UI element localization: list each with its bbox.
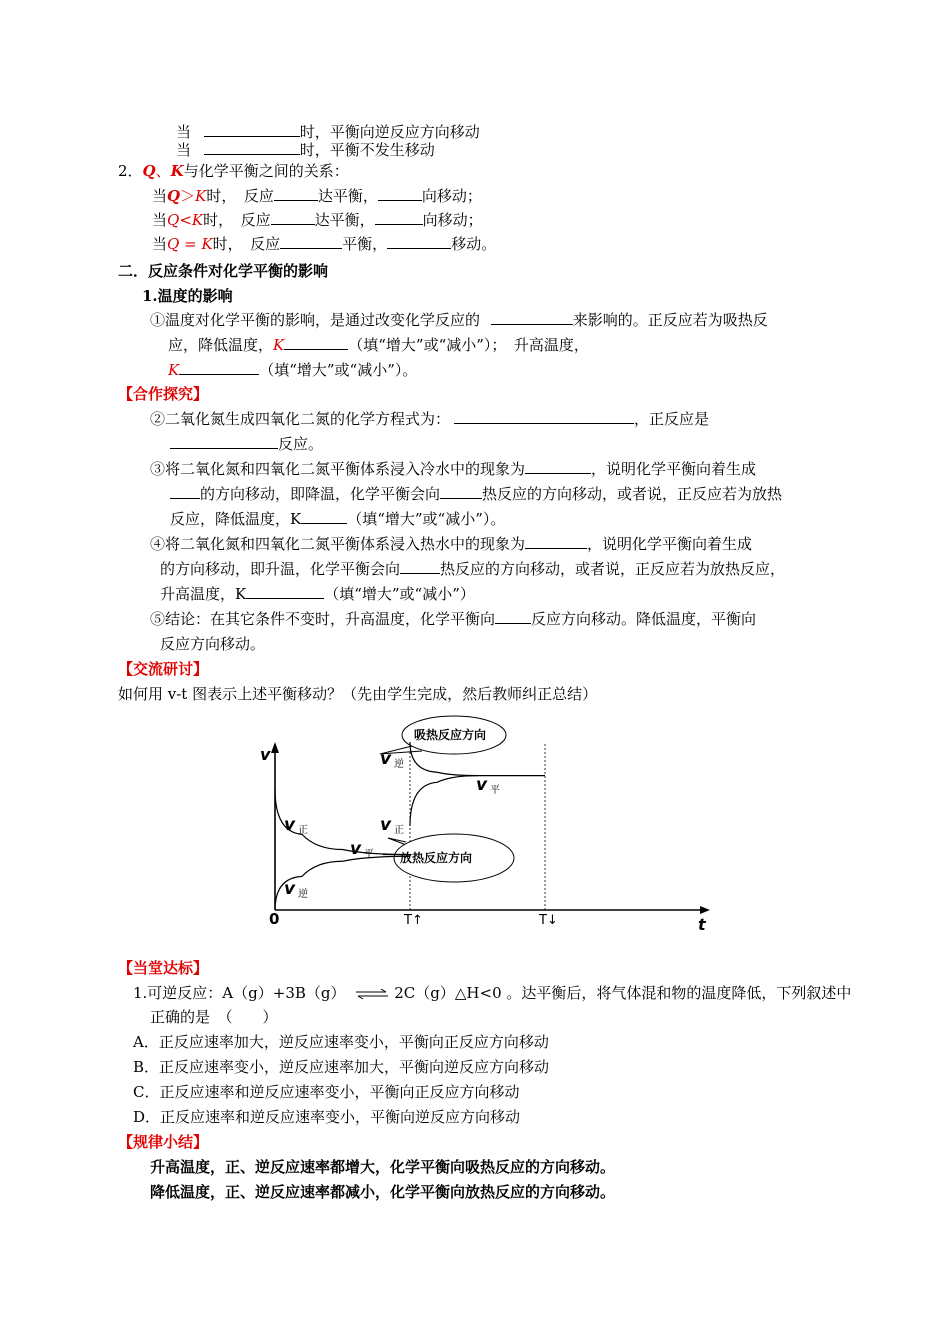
option-d[interactable]: D．正反应速率和逆反应速率变小，平衡向逆反应方向移动: [133, 1108, 521, 1126]
summary-tag: 【规律小结】: [118, 1133, 209, 1151]
coop-tag: 【合作探究】: [118, 385, 209, 403]
coop-p4-line-3: [160, 584, 475, 604]
y-axis-label: v: [260, 745, 271, 764]
text: 时， 反应: [206, 187, 274, 205]
symbol-k: K: [201, 235, 213, 253]
answer-blank[interactable]: [378, 186, 422, 201]
text: （填“增大”或“减小”）； 升高温度，: [348, 336, 589, 354]
origin-label: 0: [269, 910, 280, 928]
exchange-tag: 【交流研讨】: [118, 660, 209, 678]
answer-blank[interactable]: [204, 140, 300, 155]
temperature-para-line-1: [150, 310, 768, 330]
series-label-sub-0: 正: [298, 825, 308, 836]
text: 时，平衡向逆反应方向移动: [299, 123, 480, 141]
condition-line-1: [176, 122, 480, 142]
series-label-sub-1: 逆: [298, 889, 308, 900]
option-b[interactable]: B．正反应速率变小，逆反应速率加大，平衡向逆反应方向移动: [133, 1058, 550, 1076]
series-label-3: v: [380, 749, 392, 769]
text: 热反应的方向移动，或者说，正反应若为放热: [482, 485, 783, 503]
symbol-q: Q: [167, 211, 180, 229]
text: （填“增大”或“减小”）。: [259, 361, 418, 379]
text: 移动。: [451, 235, 497, 253]
coop-p2-line-2: [170, 434, 323, 454]
text: 向移动；: [421, 187, 482, 205]
text: 向移动；: [422, 211, 483, 229]
answer-blank[interactable]: [170, 434, 278, 449]
answer-blank[interactable]: [525, 459, 591, 474]
series-label-sub-4: 正: [394, 825, 404, 836]
symbol-k: K: [195, 187, 207, 205]
temperature-para-line-2: [168, 335, 589, 355]
temperature-para-line-3: [168, 360, 417, 380]
text: 反应。: [278, 435, 324, 453]
coop-p5-line-2: [160, 634, 265, 654]
operator: ＞: [180, 187, 196, 205]
subsection-heading: 1.温度的影响: [142, 287, 233, 305]
text: 2C（g）△H<0 。达平衡后，将气体混和物的温度降低，下列叙述中: [394, 984, 852, 1002]
section-heading: 二．反应条件对化学平衡的影响: [118, 262, 329, 280]
series-label-1: v: [284, 879, 296, 899]
exothermic-direction-callout-text: 放热反应方向: [400, 851, 473, 865]
series-curve-4: [410, 776, 478, 826]
text: 时， 反应: [203, 211, 271, 229]
text: 达平衡，: [314, 211, 375, 229]
coop-p5-line-1: [150, 609, 756, 629]
text: ①温度对化学平衡的影响，是通过改变化学反应的: [150, 311, 481, 329]
text: 热反应的方向移动，或者说，正反应若为放热反应，: [440, 560, 786, 578]
text: 反应方向移动。: [160, 635, 266, 653]
text: 来影响的。正反应若为吸热反: [572, 311, 768, 329]
text: （填“增大”或“减小”）。: [347, 510, 506, 528]
series-curve-1: [275, 856, 410, 910]
symbol-k: K: [191, 211, 204, 229]
text: 当: [176, 123, 192, 141]
series-label-sub-2: 平: [364, 849, 374, 860]
answer-blank[interactable]: [495, 609, 531, 624]
text: 时， 反应: [212, 235, 281, 253]
text: 达平衡，: [317, 187, 378, 205]
text: （填“增大”或“减小”）: [324, 585, 475, 603]
answer-blank[interactable]: [491, 310, 573, 325]
answer-blank[interactable]: [246, 584, 324, 599]
answer-blank[interactable]: [274, 186, 318, 201]
qk-row-2: [152, 210, 483, 230]
text: 1.可逆反应：A（g）+3B（g）: [133, 984, 346, 1002]
text: 应，降低温度，: [168, 336, 274, 354]
series-label-5: v: [476, 775, 488, 795]
vt-chart: [240, 712, 720, 936]
text: ⑤结论：在其它条件不变时，升高温度，化学平衡向: [150, 610, 496, 628]
answer-blank[interactable]: [284, 335, 348, 350]
answer-blank[interactable]: [375, 210, 423, 225]
text: 的方向移动，即降温，化学平衡会向: [200, 485, 441, 503]
answer-blank[interactable]: [271, 210, 315, 225]
answer-blank[interactable]: [204, 122, 300, 137]
symbol-q: Q: [167, 187, 181, 205]
text: 的方向移动，即升温，化学平衡会向: [160, 560, 401, 578]
practice-tag: 【当堂达标】: [118, 959, 209, 977]
coop-p3-line-2: [170, 484, 782, 504]
summary-line-1: 升高温度，正、逆反应速率都增大，化学平衡向吸热反应的方向移动。: [150, 1158, 616, 1176]
qk-row-1: [152, 186, 482, 206]
x-axis-label: t: [698, 915, 706, 934]
series-label-2: v: [350, 839, 362, 859]
operator: <: [179, 211, 192, 229]
endothermic-direction-callout-text: 吸热反应方向: [414, 728, 487, 742]
practice-question-line-2: 正确的是 （ ）: [150, 1008, 278, 1026]
event-label-1: T↓: [539, 913, 558, 928]
text: 当: [152, 235, 168, 253]
series-label-0: v: [284, 815, 296, 835]
symbol-k: K: [273, 336, 285, 354]
qk-row-3: [152, 234, 496, 254]
text: ，说明化学平衡向着生成: [591, 460, 757, 478]
text: 反应，降低温度，K: [170, 510, 302, 528]
coop-p2-line-1: [150, 409, 709, 429]
text: ，说明化学平衡向着生成: [587, 535, 753, 553]
event-label-0: T↑: [404, 913, 423, 928]
series-label-sub-3: 逆: [394, 759, 404, 770]
answer-blank[interactable]: [179, 360, 259, 375]
x-axis-arrow-icon: [700, 906, 710, 914]
answer-blank[interactable]: [280, 234, 342, 249]
item-number: 2．: [118, 162, 143, 180]
answer-blank[interactable]: [301, 509, 347, 524]
operator: =: [179, 235, 202, 253]
coop-p4-line-1: [150, 534, 752, 554]
text: ②二氧化氮生成四氧化二氮的化学方程式为：: [150, 410, 451, 428]
coop-p3-line-1: [150, 459, 756, 479]
answer-blank[interactable]: [525, 534, 587, 549]
text: 反应方向移动。降低温度，平衡向: [531, 610, 757, 628]
practice-question-line-1: [133, 983, 851, 1003]
series-label-4: v: [380, 815, 392, 835]
text: 当: [152, 187, 168, 205]
text: ④将二氧化氮和四氧化二氮平衡体系浸入热水中的现象为: [150, 535, 526, 553]
text: ，正反应是: [634, 410, 710, 428]
symbol-q: Q: [167, 235, 180, 253]
symbol-k: K: [168, 361, 180, 379]
symbol-k: K: [170, 162, 184, 180]
summary-line-2: 降低温度，正、逆反应速率都减小，化学平衡向放热反应的方向移动。: [150, 1183, 616, 1201]
option-c[interactable]: C．正反应速率和逆反应速率变小，平衡向正反应方向移动: [133, 1083, 520, 1101]
coop-p4-line-2: [160, 559, 785, 579]
option-a[interactable]: A．正反应速率加大，逆反应速率变小，平衡向正反应方向移动: [133, 1033, 549, 1051]
qk-title: [118, 161, 349, 181]
answer-blank[interactable]: [440, 484, 482, 499]
answer-blank[interactable]: [387, 234, 451, 249]
symbol-q: Q: [142, 162, 156, 180]
coop-p3-line-3: [170, 509, 505, 529]
text: 、: [155, 162, 171, 180]
text: 时，平衡不发生移动: [299, 141, 435, 159]
exchange-question: 如何用 v-t 图表示上述平衡移动？（先由学生完成，然后教师纠正总结）: [118, 685, 598, 703]
text: ③将二氧化氮和四氧化二氮平衡体系浸入冷水中的现象为: [150, 460, 526, 478]
equilibrium-arrow-icon: [354, 988, 390, 1000]
answer-blank[interactable]: [454, 409, 634, 424]
text: 平衡，: [342, 235, 388, 253]
text: 当: [152, 211, 168, 229]
text: 与化学平衡之间的关系：: [183, 162, 349, 180]
text: 当: [176, 141, 192, 159]
series-label-sub-5: 平: [490, 785, 500, 796]
text: 升高温度，K: [160, 585, 247, 603]
condition-line-2: [176, 140, 435, 160]
y-axis-arrow-icon: [271, 742, 279, 753]
answer-blank[interactable]: [170, 484, 200, 499]
answer-blank[interactable]: [400, 559, 440, 574]
